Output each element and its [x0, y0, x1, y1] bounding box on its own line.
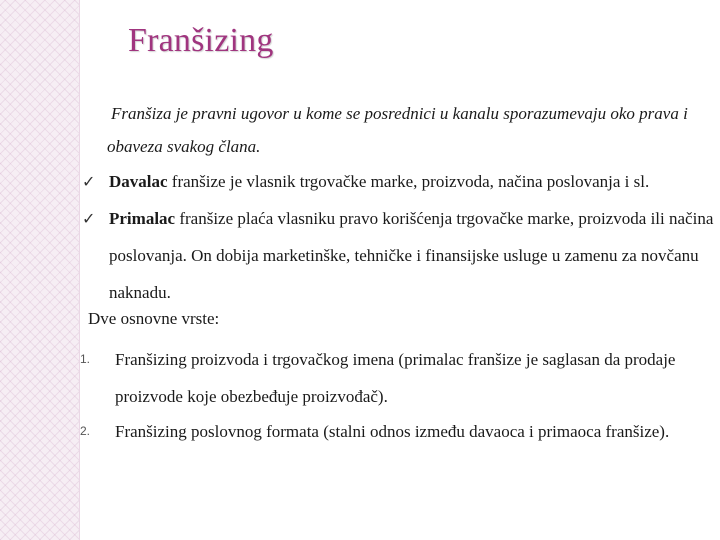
- section-label: Dve osnovne vrste:: [88, 309, 220, 328]
- numbered-item-2: [80, 413, 710, 450]
- term-davalac: Davalac: [109, 172, 168, 191]
- intro-paragraph: Franšiza je pravni ugovor u kome se posrednici u kanalu sporazumevaju oko prava i obaveza svakog člana.: [107, 104, 688, 156]
- numbered-item-1: [80, 341, 710, 415]
- item-number: 2.: [80, 424, 91, 438]
- decorative-side-panel: [0, 0, 80, 540]
- check-item-text: franšize plaća vlasniku pravo korišćenja trgovačke marke, proizvoda ili načina poslovanja. On dobija marketinške, tehničke i finansijske usluge u zamenu za novčanu naknadu.: [109, 209, 714, 302]
- slide-title: Franšizing: [128, 22, 274, 59]
- term-primalac: Primalac: [109, 209, 176, 228]
- check-item-primalac: [82, 200, 717, 311]
- checkmark-icon: ✓: [82, 209, 96, 228]
- check-item-davalac: [82, 163, 717, 200]
- check-item-text: franšize je vlasnik trgovačke marke, proizvoda, načina poslovanja i sl.: [167, 172, 650, 191]
- numbered-item-text: Franšizing poslovnog formata (stalni odnos između davaoca i primaoca franšize).: [115, 422, 670, 441]
- check-list: [82, 200, 717, 311]
- numbered-item-text: Franšizing proizvoda i trgovačkog imena (primalac franšize je saglasan da prodaje proizvode koje obezbeđuje proizvođač).: [115, 350, 676, 406]
- check-list: [82, 163, 717, 200]
- item-number: 1.: [80, 352, 91, 366]
- checkmark-icon: ✓: [82, 172, 96, 191]
